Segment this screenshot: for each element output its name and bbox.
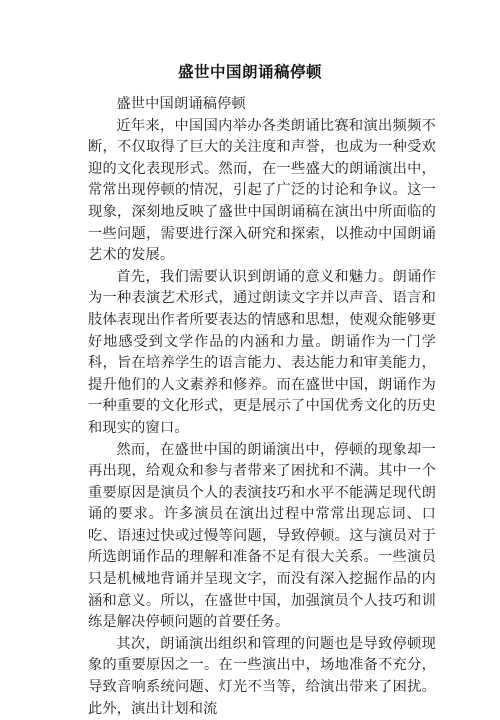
paragraph: 其次，朗诵演出组织和管理的问题也是导致停顿现象的重要原因之一。在一些演出中，场地准备不充分，导致音响系统问题、灯光不当等，给演出带来了困扰。此外，演出计划和流 <box>88 635 436 717</box>
paragraph-subtitle: 盛世中国朗诵稿停顿 <box>116 96 246 112</box>
document-body <box>88 94 436 720</box>
document-title: 盛世中国朗诵稿停顿 <box>177 63 322 81</box>
paragraph: 近年来，中国国内举办各类朗诵比赛和演出频频不断，不仅取得了巨大的关注度和声誉，也成为一种受欢迎的文化表现形式。然而，在一些盛大的朗诵演出中，常常出现停顿的情况，引起了广泛的讨论和争议。这一现象，深刻地反映了盛世中国朗诵稿在演出中所面临的一些问题，需要进行深入研究和探索，以推动中国朗诵艺术的发展。 <box>88 117 436 264</box>
paragraph: 然而，在盛世中国的朗诵演出中，停顿的现象却一再出现，给观众和参与者带来了困扰和不满。其中一个重要原因是演员个人的表演技巧和水平不能满足现代朗诵的要求。许多演员在演出过程中常常出现忘词、口吃、语速过快或过慢等问题，导致停顿。这与演员对于所选朗诵作品的理解和准备不足有很大关系。一些演员只是机械地背诵并呈现文字，而没有深入挖掘作品的内涵和意义。所以，在盛世中国，加强演员个人技巧和训练是解决停顿问题的首要任务。 <box>88 441 436 631</box>
paragraph: 首先，我们需要认识到朗诵的意义和魅力。朗诵作为一种表演艺术形式，通过朗读文字并以声音、语言和肢体表现出作者所要表达的情感和思想，使观众能够更好地感受到文学作品的内涵和力量。朗诵作为一门学科，旨在培养学生的语言能力、表达能力和审美能力，提升他们的人文素养和修养。而在盛世中国，朗诵作为一种重要的文化形式，更是展示了中国优秀文化的历史和现实的窗口。 <box>88 268 436 436</box>
